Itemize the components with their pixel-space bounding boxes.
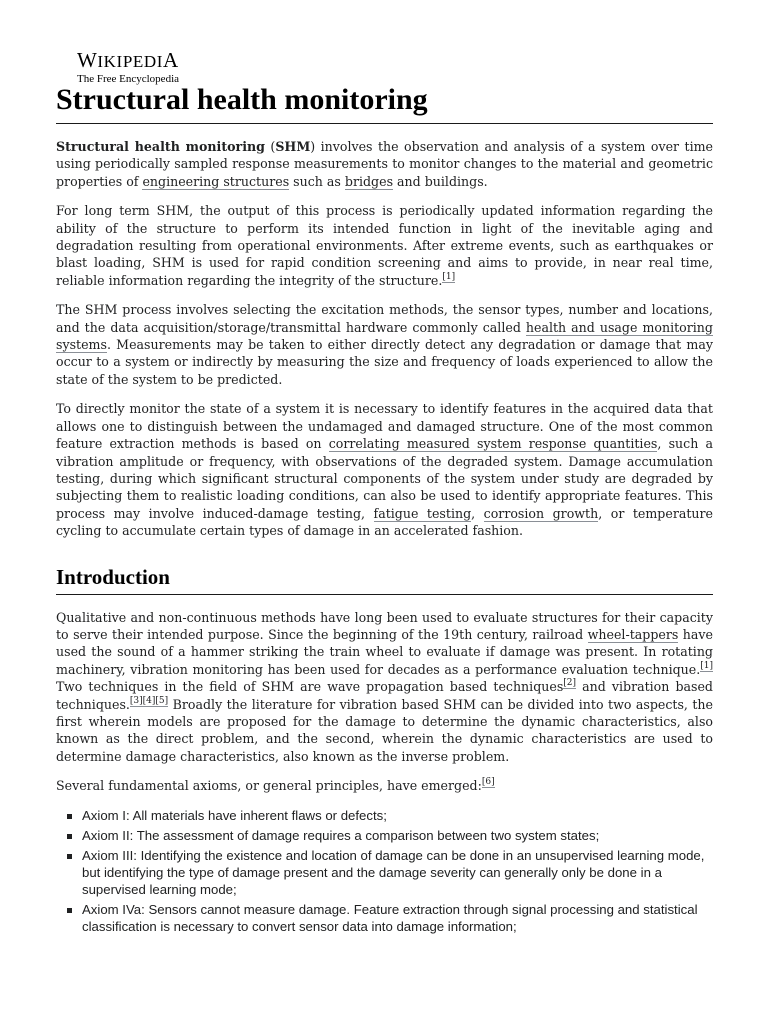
text: Several fundamental axioms, or general principles, have emerged: — [56, 778, 482, 794]
text: such as — [289, 173, 345, 189]
link-hums[interactable]: health and usage monitoring systems — [56, 319, 713, 353]
intro-paragraph-3 — [56, 301, 713, 388]
list-item: Axiom IVa: Sensors cannot measure damage. Feature extraction through signal processing and statistical classification is necessary to convert sensor data into damage information; — [82, 901, 713, 935]
citation-link-1[interactable]: [1] — [442, 271, 456, 282]
text: For long term SHM, the output of this process is periodically updated information regarding the ability of the structure to perform its intended function in light of the inevitable aging and degradation resulting from operational environments. After extreme events, such as earthquakes or blast loading, SHM is used for rapid condition screening and aims to provide, in near real time, reliable information regarding the integrity of the structure. — [56, 203, 713, 288]
wordmark-rest: IKIPEDI — [97, 52, 163, 71]
axioms-list — [56, 807, 713, 935]
text: , such a vibration amplitude or frequency, with observations of the degraded system. Damage accumulation testing, during which significant structural components of the system under study are degraded by subjecting them to realistic loading conditions, can also be used to identify appropriate features. This process may involve induced-damage testing, — [56, 436, 713, 521]
citation-link-4[interactable]: [4] — [142, 695, 156, 706]
citation-link-2[interactable]: [2] — [563, 678, 577, 689]
citation-group — [130, 696, 168, 707]
citation-link-3[interactable]: [3] — [129, 695, 143, 706]
text: have used the sound of a hammer striking the train wheel to evaluate if damage was present. In rotating machinery, vibration monitoring has been used for decades as a performance evaluation technique. — [56, 626, 713, 677]
bold-term: Structural health monitoring — [56, 139, 265, 154]
text: , — [471, 505, 484, 521]
citation — [700, 661, 713, 672]
text: The SHM process involves selecting the excitation methods, the sensor types, number and locations, and the data acquisition/storage/transmittal hardware commonly called — [56, 302, 713, 335]
citation-link-1[interactable]: [1] — [700, 660, 713, 671]
list-item: Axiom III: Identifying the existence and location of damage can be done in an unsupervised learning mode, but identifying the type of damage present and the damage severity can generally only be done in a supervised learning mode; — [82, 847, 713, 898]
section-heading-introduction: Introduction — [56, 564, 713, 595]
page-title: Structural health monitoring — [56, 80, 713, 124]
citation — [563, 678, 576, 689]
bold-abbrev: SHM — [275, 139, 311, 154]
link-bridges[interactable]: bridges — [344, 173, 394, 189]
link-fatigue-testing[interactable]: fatigue testing — [373, 505, 472, 521]
link-engineering-structures[interactable]: engineering structures — [142, 173, 290, 189]
text: Two techniques in the field of SHM are wave propagation based techniques — [56, 679, 564, 695]
wordmark-first-letter: W — [77, 48, 98, 72]
link-correlating-quantities[interactable]: correlating measured system response quantities — [328, 436, 658, 452]
citation-link-6[interactable]: [6] — [481, 777, 495, 788]
link-corrosion-growth[interactable]: corrosion growth — [483, 505, 599, 521]
citation-link-5[interactable]: [5] — [155, 695, 169, 706]
text: To directly monitor the state of a system it is necessary to identify features in the acquired data that allows one to distinguish between the undamaged and damaged structure. One of the most common feature extraction methods is based on — [56, 401, 713, 452]
intro-paragraph-4 — [56, 400, 713, 539]
wikipedia-wordmark — [77, 50, 179, 72]
intro-paragraph-1 — [56, 138, 713, 190]
citation — [482, 777, 495, 788]
intro-paragraph-2 — [56, 202, 713, 289]
wordmark-last-letter: A — [163, 48, 179, 72]
text: Qualitative and non-continuous methods have long been used to evaluate structures for their capacity to serve their intended purpose. Since the beginning of the 19th century, railroad — [56, 609, 713, 642]
text: Broadly the literature for vibration based SHM can be divided into two aspects, the first wherein models are proposed for the damage to determine the dynamic characteristics, also known as the direct problem, and the second, wherein the dynamic characteristics are used to determine damage characteristics, also known as the inverse problem. — [56, 696, 713, 764]
section-paragraph-1 — [56, 609, 713, 766]
list-item: Axiom II: The assessment of damage requires a comparison between two system states; — [82, 827, 713, 844]
wikipedia-tagline: The Free Encyclopedia — [77, 73, 180, 85]
text: ( — [264, 139, 276, 154]
link-wheel-tappers[interactable]: wheel-tappers — [587, 626, 679, 642]
text: and vibration based techniques. — [56, 679, 713, 712]
text: , or temperature cycling to accumulate certain types of damage in an accelerated fashion. — [56, 505, 713, 539]
article-body — [56, 138, 713, 938]
text: and buildings. — [393, 173, 488, 189]
list-item: Axiom I: All materials have inherent flaws or defects; — [82, 807, 713, 824]
text: ) involves the observation and analysis of a system over time using periodically sampled response measurements to monitor changes to the material and geometric properties of — [56, 139, 714, 189]
text: . Measurements may be taken to either directly detect any degradation or damage that may occur to a system or indirectly by measuring the size and frequency of loads experienced to allow the state of the system to be predicted. — [56, 337, 713, 387]
citation — [442, 272, 455, 283]
section-paragraph-2 — [56, 777, 713, 794]
